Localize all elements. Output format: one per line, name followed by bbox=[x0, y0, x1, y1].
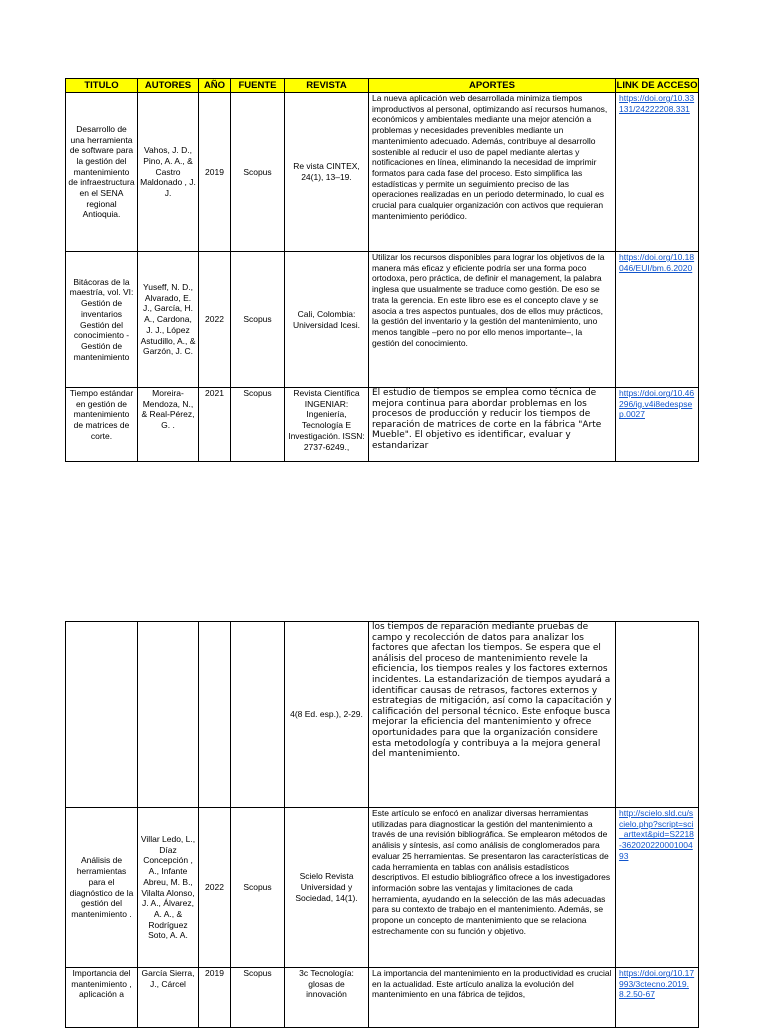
header-titulo: TITULO bbox=[66, 79, 138, 93]
table-row bbox=[66, 388, 699, 462]
cell-revista: Revista Científica INGENIAR: Ingeniería, Tecnología E Investigación. ISSN: 2737-6249., bbox=[285, 388, 369, 462]
cell-link bbox=[616, 93, 699, 252]
cell-link bbox=[616, 252, 699, 388]
access-link[interactable]: http://scielo.sld.cu/scielo.php?script=sci_arttext&pid=S2218-36202022000100493 bbox=[619, 808, 694, 861]
access-link[interactable]: https://doi.org/10.18046/EUI/bm.6.2020 bbox=[619, 252, 695, 273]
table-row bbox=[66, 622, 699, 808]
cell-anio: 2019 bbox=[199, 93, 231, 252]
cell-fuente bbox=[231, 622, 285, 808]
cell-revista: Cali, Colombia: Universidad Icesi. bbox=[285, 252, 369, 388]
cell-revista: 4(8 Ed. esp.), 2-29. bbox=[285, 622, 369, 808]
cell-anio: 2021 bbox=[199, 388, 231, 462]
header-autores: AUTORES bbox=[138, 79, 199, 93]
cell-fuente: Scopus bbox=[231, 968, 285, 1028]
table-row bbox=[66, 968, 699, 1028]
cell-fuente: Scopus bbox=[231, 252, 285, 388]
cell-revista: 3c Tecnología: glosas de innovación bbox=[285, 968, 369, 1028]
cell-autores: Vahos, J. D., Pino, A. A., & Castro Maldonado , J. J. bbox=[138, 93, 199, 252]
cell-titulo: Análisis de herramientas para el diagnóstico de la gestión del mantenimiento . bbox=[66, 808, 138, 968]
cell-anio: 2022 bbox=[199, 808, 231, 968]
access-link[interactable]: https://doi.org/10.17993/3ctecno.2019.8.2.50-67 bbox=[619, 968, 695, 1000]
cell-anio bbox=[199, 622, 231, 808]
cell-fuente: Scopus bbox=[231, 388, 285, 462]
cell-aportes: El estudio de tiempos se emplea como técnica de mejora continua para abordar problemas en los procesos de producción y reducir los tiempos de reparación de matrices de corte en la fábrica "Arte Mueble". El objetivo es identificar, evaluar y estandarizar bbox=[369, 388, 616, 462]
cell-autores bbox=[138, 622, 199, 808]
header-anio: AÑO bbox=[199, 79, 231, 93]
cell-revista: Re vista CINTEX, 24(1), 13–19. bbox=[285, 93, 369, 252]
cell-titulo: Bitácoras de la maestría, vol. VI: Gestión de inventarios Gestión del conocimiento - Gestión de mantenimiento bbox=[66, 252, 138, 388]
cell-autores: García Sierra, J., Cárcel bbox=[138, 968, 199, 1028]
cell-revista: Scielo Revista Universidad y Sociedad, 14(1). bbox=[285, 808, 369, 968]
cell-aportes: Este artículo se enfocó en analizar diversas herramientas utilizadas para diagnosticar la gestión del mantenimiento a través de una revisión bibliográfica. Se emplearon métodos de análisis y síntesis, así como análisis de conglomerados para evaluar 25 herramientas. Se presentaron las características de cada herramienta en tablas con análisis estadísticos descriptivos. El estudio bibliográfico ofrece a los investigadores información sobre las ventajas y limitaciones de cada herramienta, ayudando en la selección de las más adecuadas para su contexto de trabajo en el mantenimiento. Además, se propone un concepto de mantenimiento que se relaciona estrechamente con su función y objetivo. bbox=[369, 808, 616, 968]
cell-autores: Yuseff, N. D., Alvarado, E. J., García, H. A., Cardona, J. J., López Astudillo, A., & Garzón, J. C. bbox=[138, 252, 199, 388]
cell-autores: Villar Ledo, L., Díaz Concepción , A., Infante Abreu, M. B., Vilalta Alonso, J. A., Álvarez, A. A., & Rodríguez Soto, A. A. bbox=[138, 808, 199, 968]
header-link: LINK DE ACCESO bbox=[616, 79, 698, 91]
cell-aportes: Utilizar los recursos disponibles para lograr los objetivos de la manera más eficaz y eficiente podría ser una forma poco ortodoxa, pero práctica, de definir el management, la palabra inglesa que usualmente se traduce como gestión. De eso se trata la gerencia. En este libro ese es el concepto clave y se asocia a tres aspectos puntuales, dos de ellos muy prácticos, la gestión del inventario y la gestión del mantenimiento, uno menos tangible –pero no por ello menos importante–, la gestión del conocimiento. bbox=[369, 252, 616, 388]
cell-link bbox=[616, 808, 699, 968]
references-table-page-1 bbox=[65, 78, 699, 462]
cell-titulo: Importancia del mantenimiento , aplicación a bbox=[66, 968, 138, 1028]
cell-aportes: La nueva aplicación web desarrollada minimiza tiempos improductivos al personal, optimizando así recursos humanos, económicos y ambientales mediante una mejor atención a problemas y necesidades prevenibles mediante un mantenimiento adecuado. Además, contribuye al desarrollo sostenible al reducir el uso de papel mediante alertas y notificaciones en línea, eliminando la necesidad de imprimir formatos para cada fase del proceso. Esto simplifica las estadísticas y permite un seguimiento preciso de las operaciones realizadas en un periodo determinado, lo cual es crucial para cualquier organización con activos que requieran mantenimiento periódico. bbox=[369, 93, 616, 252]
access-link[interactable]: https://doi.org/10.46296/ig.v4i8edespsep.0027 bbox=[619, 388, 695, 420]
references-table-page-2 bbox=[65, 621, 699, 1028]
cell-titulo bbox=[66, 622, 138, 808]
cell-titulo: Tiempo estándar en gestión de mantenimiento de matrices de corte. bbox=[66, 388, 138, 462]
cell-fuente: Scopus bbox=[231, 808, 285, 968]
cell-fuente: Scopus bbox=[231, 93, 285, 252]
access-link[interactable]: https://doi.org/10.33131/24222208.331 bbox=[619, 93, 695, 114]
cell-link bbox=[616, 622, 699, 808]
table-row bbox=[66, 93, 699, 252]
cell-link bbox=[616, 968, 699, 1028]
table-row bbox=[66, 808, 699, 968]
cell-autores: Moreira-Mendoza, N., & Real-Pérez, G. . bbox=[138, 388, 199, 462]
cell-titulo: Desarrollo de una herramienta de software para la gestión del mantenimiento de infraestructura en el SENA regional Antioquia. bbox=[66, 93, 138, 252]
cell-aportes: La importancia del mantenimiento en la productividad es crucial en la actualidad. Este artículo analiza la evolución del mantenimiento en una fábrica de tejidos, bbox=[369, 968, 616, 1028]
cell-anio: 2022 bbox=[199, 252, 231, 388]
header-revista: REVISTA bbox=[285, 79, 369, 93]
cell-aportes: los tiempos de reparación mediante pruebas de campo y recolección de datos para analizar los factores que afectan los tiempos. Se espera que el análisis del proceso de mantenimiento revele la eficiencia, los tiempos reales y los factores externos incidentes. La estandarización de tiempos ayudará a identificar causas de retrasos, factores externos y estrategias de mitigación, así como la capacitación y calificación del personal técnico. Este enfoque busca mejorar la eficiencia del mantenimiento y ofrece oportunidades para que la organización considere esta metodología y contribuya a la mejora general del mantenimiento. bbox=[369, 622, 616, 808]
cell-anio: 2019 bbox=[199, 968, 231, 1028]
cell-link bbox=[616, 388, 699, 462]
header-row bbox=[66, 79, 699, 93]
table-row bbox=[66, 252, 699, 388]
header-aportes: APORTES bbox=[369, 79, 616, 93]
header-fuente: FUENTE bbox=[231, 79, 285, 93]
